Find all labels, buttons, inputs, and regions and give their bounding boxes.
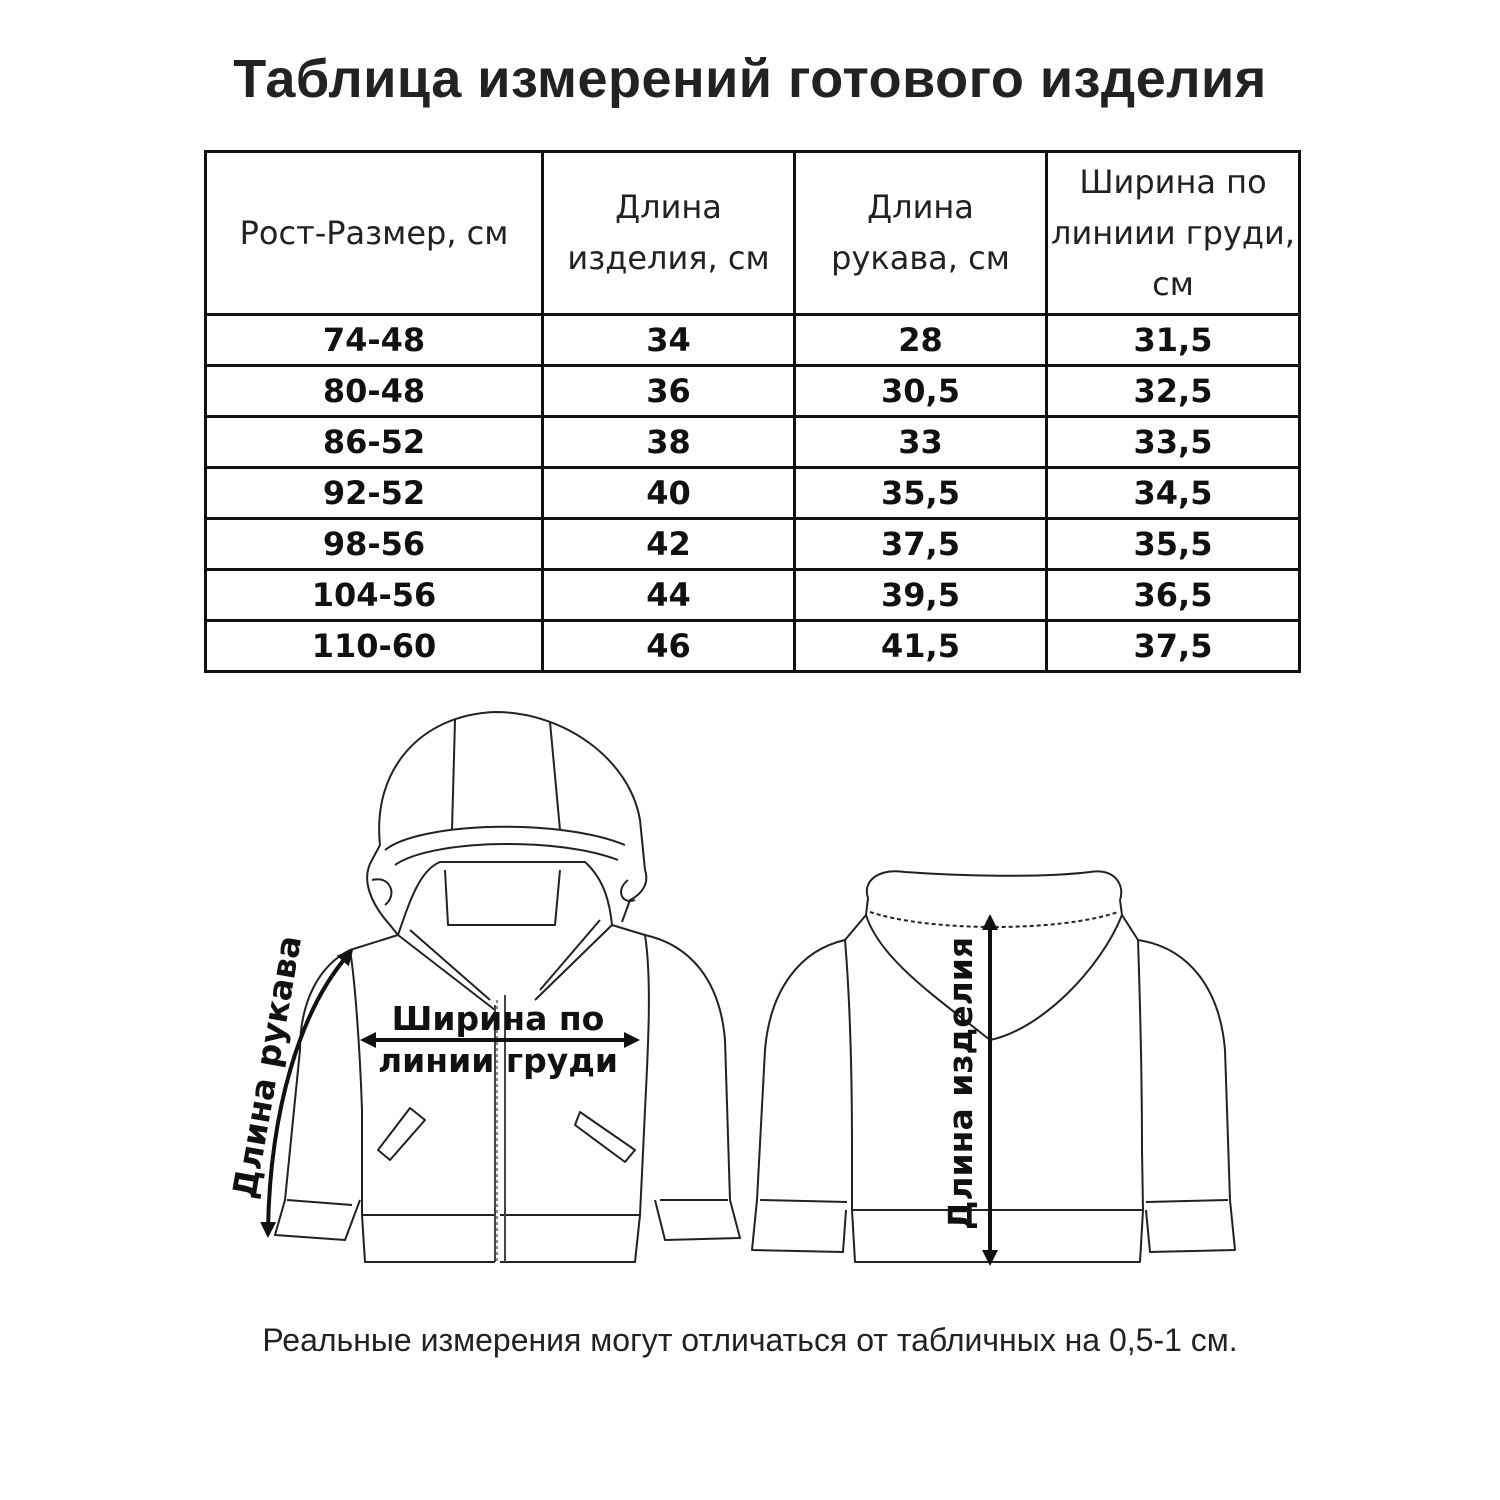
cell-length: 38 — [543, 417, 795, 468]
table-row — [206, 366, 1300, 417]
header-garment-length: Длина изделия, см — [543, 152, 795, 315]
cell-chest: 33,5 — [1047, 417, 1300, 468]
table-row — [206, 468, 1300, 519]
header-sleeve-length: Длина рукава, см — [795, 152, 1047, 315]
cell-size: 98-56 — [206, 519, 543, 570]
cell-length: 34 — [543, 315, 795, 366]
size-table — [204, 150, 1301, 673]
cell-length: 36 — [543, 366, 795, 417]
cell-length: 40 — [543, 468, 795, 519]
cell-chest: 32,5 — [1047, 366, 1300, 417]
cell-length: 44 — [543, 570, 795, 621]
table-header-row — [206, 152, 1300, 315]
chest-width-label-line1: Ширина по — [391, 999, 605, 1038]
footnote: Реальные измерения могут отличаться от табличных на 0,5-1 см. — [262, 1322, 1238, 1358]
cell-size: 92-52 — [206, 468, 543, 519]
sleeve-length-label: Длина рукава — [224, 932, 310, 1202]
cell-sleeve: 33 — [795, 417, 1047, 468]
table-row — [206, 570, 1300, 621]
cell-size: 86-52 — [206, 417, 543, 468]
cell-chest: 31,5 — [1047, 315, 1300, 366]
cell-size: 80-48 — [206, 366, 543, 417]
cell-chest: 36,5 — [1047, 570, 1300, 621]
cell-sleeve: 39,5 — [795, 570, 1047, 621]
cell-length: 42 — [543, 519, 795, 570]
cell-sleeve: 37,5 — [795, 519, 1047, 570]
header-height-size: Рост-Размер, см — [206, 152, 543, 315]
measure-arrows — [268, 922, 990, 1258]
cell-sleeve: 35,5 — [795, 468, 1047, 519]
table-row — [206, 315, 1300, 366]
cell-chest: 37,5 — [1047, 621, 1300, 672]
table-row — [206, 519, 1300, 570]
cell-size: 74-48 — [206, 315, 543, 366]
cell-size: 110-60 — [206, 621, 543, 672]
header-chest-width: Ширина по линиии груди, см — [1047, 152, 1300, 315]
page-title: Таблица измерений готового изделия — [233, 49, 1267, 109]
cell-chest: 35,5 — [1047, 519, 1300, 570]
jacket-front-drawing — [275, 712, 740, 1262]
cell-sleeve: 28 — [795, 315, 1047, 366]
cell-length: 46 — [543, 621, 795, 672]
cell-sleeve: 30,5 — [795, 366, 1047, 417]
cell-sleeve: 41,5 — [795, 621, 1047, 672]
chest-width-label-line2: линии груди — [378, 1041, 618, 1080]
table-row — [206, 417, 1300, 468]
jacket-back-drawing — [752, 871, 1235, 1262]
cell-size: 104-56 — [206, 570, 543, 621]
cell-chest: 34,5 — [1047, 468, 1300, 519]
jacket-diagram — [0, 700, 1500, 1300]
garment-length-label: Длина изделия — [941, 936, 980, 1230]
table-row — [206, 621, 1300, 672]
